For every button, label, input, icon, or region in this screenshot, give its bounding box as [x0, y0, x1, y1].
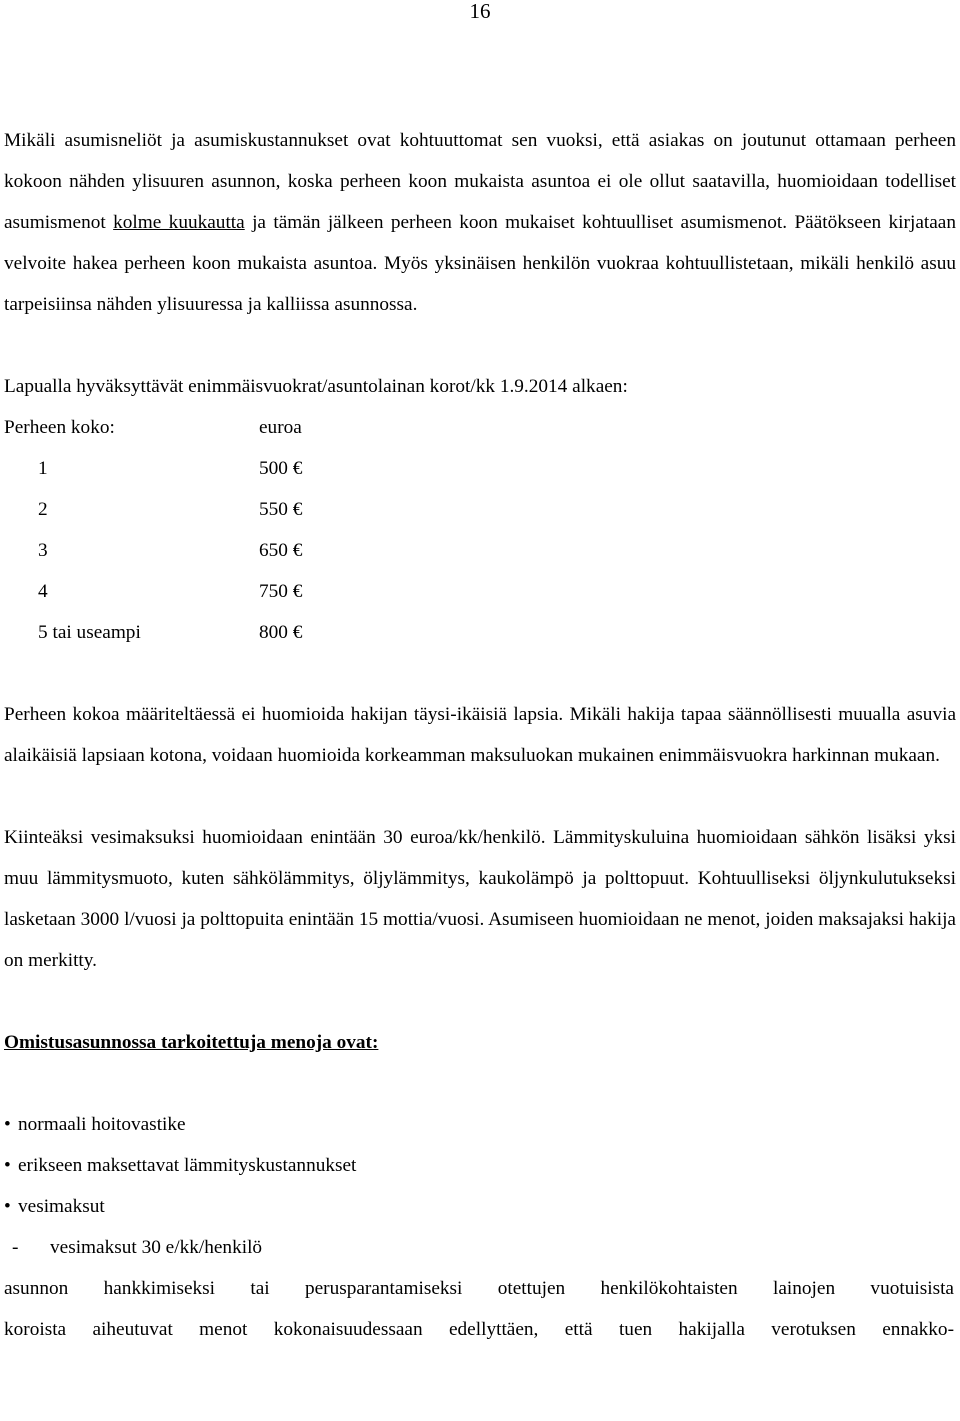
paragraph-oversized-housing	[4, 120, 956, 325]
list-item	[4, 1145, 956, 1186]
page-number: 16	[469, 0, 491, 23]
table-row	[4, 612, 956, 653]
rent-intro: Lapualla hyväksyttävät enimmäisvuokrat/asuntolainan korot/kk 1.9.2014 alkaen:	[4, 376, 628, 397]
family-size: 4	[38, 581, 48, 602]
table-row	[4, 530, 956, 571]
bullet-icon: •	[4, 1155, 11, 1176]
family-size: 1	[38, 458, 48, 479]
paragraph-loan-interest-line-1: asunnon hankkimiseksi tai perusparantamiseksi otettujen henkilökohtaisten lainojen vuotuisista	[4, 1278, 954, 1299]
list-item	[4, 1186, 956, 1227]
bullet-icon: •	[4, 1114, 11, 1135]
header-family-size: Perheen koko:	[4, 417, 115, 438]
header-amount: euroa	[259, 417, 302, 438]
paragraph-family-size: Perheen kokoa määriteltäessä ei huomioida hakijan täysi-ikäisiä lapsia. Mikäli hakija tapaa säännöllisesti muualla asuvia alaikäisiä lapsiaan kotona, voidaan huomioida korkeamman maksuluokan mukainen enimmäisvuokra harkinnan mukaan.	[4, 704, 956, 766]
list-item-text: vesimaksut	[18, 1196, 105, 1217]
paragraph-text: ja tämän jälkeen perheen koon mukaiset kohtuulliset asumismenot. Päätökseen kirjataan velvoite hakea perheen koon mukaista asuntoa. Myös yksinäisen henkilön vuokraa kohtuullistetaan, mikäli henkilö asuu tarpeisiinsa nähden ylisuuressa ja kalliissa asunnossa.	[4, 212, 956, 315]
page-content	[4, 120, 956, 1350]
paragraph-loan-interest-line-2: koroista aiheutuvat menot kokonaisuudessaan edellyttäen, että tuen hakijalla verotuksen ennakko-	[4, 1319, 954, 1340]
rent-amount: 650 €	[259, 540, 303, 561]
bullet-icon: •	[4, 1196, 11, 1217]
table-row	[4, 448, 956, 489]
family-size: 5 tai useampi	[38, 622, 141, 643]
sub-list-item-text: vesimaksut 30 e/kk/henkilö	[50, 1237, 263, 1258]
underlined-phrase: kolme kuukautta	[113, 212, 245, 233]
table-row	[4, 489, 956, 530]
rent-table-header	[4, 407, 956, 448]
list-item-text: erikseen maksettavat lämmityskustannukset	[18, 1155, 357, 1176]
rent-amount: 750 €	[259, 581, 303, 602]
list-item-text: normaali hoitovastike	[18, 1114, 186, 1135]
rent-amount: 800 €	[259, 622, 303, 643]
sub-list-item	[4, 1227, 956, 1268]
rent-amount: 550 €	[259, 499, 303, 520]
table-row	[4, 571, 956, 612]
rent-table	[4, 407, 956, 653]
family-size: 3	[38, 540, 48, 561]
dash-icon: -	[12, 1237, 19, 1258]
list-item	[4, 1104, 956, 1145]
section-heading: Omistusasunnossa tarkoitettuja menoja ovat:	[4, 1032, 379, 1053]
family-size: 2	[38, 499, 48, 520]
paragraph-water-heating: Kiinteäksi vesimaksuksi huomioidaan enintään 30 euroa/kk/henkilö. Lämmityskuluina huomioidaan sähkön lisäksi yksi muu lämmitysmuoto, kuten sähkölämmitys, öljylämmitys, kaukolämpö ja polttopuut. Kohtuulliseksi öljynkulutukseksi lasketaan 3000 l/vuosi ja polttopuita enintään 15 mottia/vuosi. Asumiseen huomioidaan ne menot, joiden maksajaksi hakija on merkitty.	[4, 827, 956, 971]
rent-amount: 500 €	[259, 458, 303, 479]
paragraph-text: Mikäli asumisneliöt ja asumiskustannukset ovat kohtuuttomat sen vuoksi, että asiakas on joutunut ottamaan perheen kokoon nähden ylisuuren asunnon, koska perheen koon mukaista asuntoa ei ole ollut saatavilla, huomioidaan todelliset asumismenot	[4, 130, 956, 233]
